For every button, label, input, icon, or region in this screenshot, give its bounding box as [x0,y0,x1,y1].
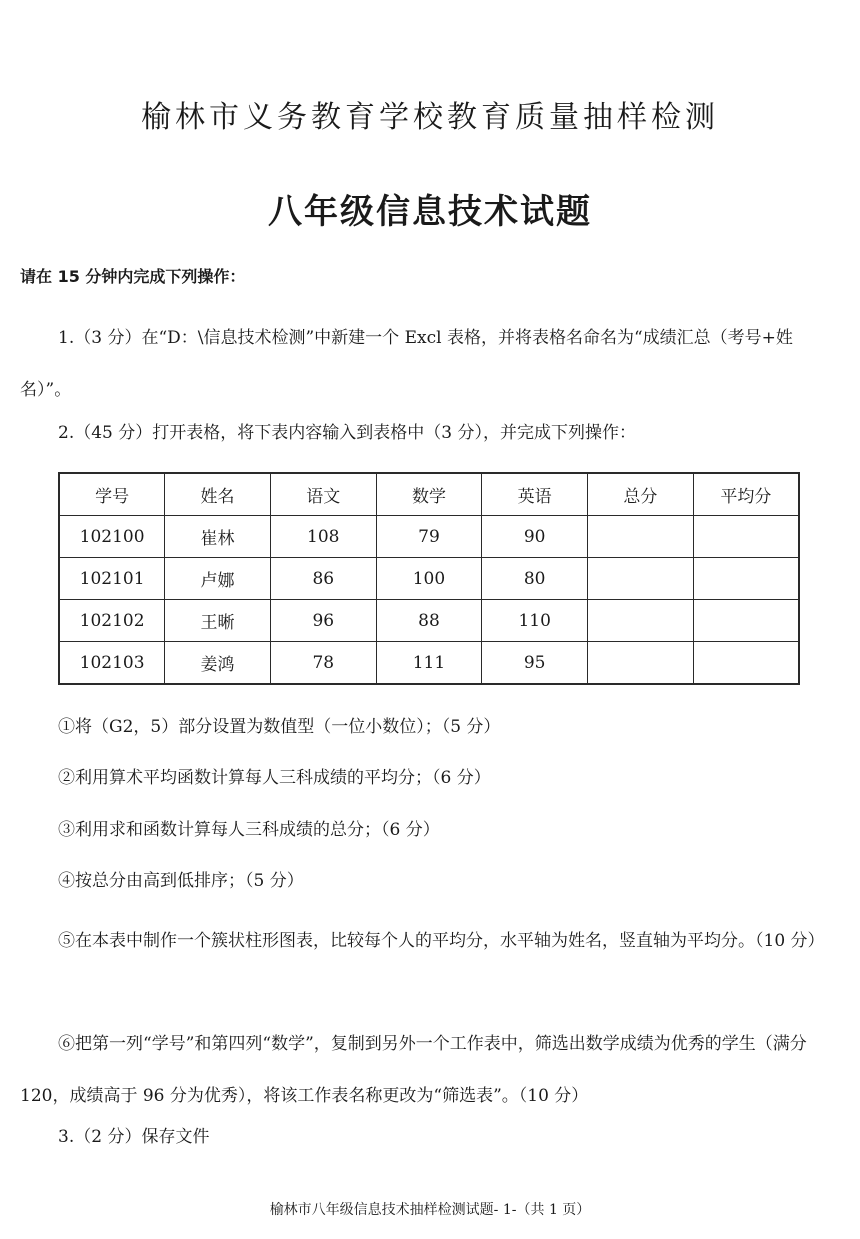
table-header-cell: 姓名 [165,473,271,516]
table-cell [588,558,694,600]
table-cell: 96 [270,600,376,642]
table-cell: 姜鸿 [165,642,271,685]
table-cell: 102103 [59,642,165,685]
table-cell: 卢娜 [165,558,271,600]
table-row [59,642,799,685]
table-cell [693,516,799,558]
score-table [58,472,800,685]
table-cell: 王晰 [165,600,271,642]
table-cell: 79 [376,516,482,558]
table-cell: 崔林 [165,516,271,558]
step-6: ⑥把第一列“学号”和第四列“数学”，复制到另外一个工作表中，筛选出数学成绩为优秀的学生（满分 120，成绩高于 96 分为优秀），将该工作表名称更改为“筛选表”。（10 分） [20,1034,807,1106]
step-4: ④按总分由高到低排序；（5 分） [58,871,304,891]
table-cell: 100 [376,558,482,600]
table-header-cell: 学号 [59,473,165,516]
table-cell: 90 [482,516,588,558]
header-title: 榆林市义务教育学校教育质量抽样检测 [141,100,719,135]
step-2: ②利用算术平均函数计算每人三科成绩的平均分；（6 分） [58,768,491,788]
table-header-cell: 语文 [270,473,376,516]
table-cell: 108 [270,516,376,558]
table-cell: 95 [482,642,588,685]
question-3: 3.（2 分）保存文件 [58,1127,210,1147]
question-1: 1.（3 分）在“D：\信息技术检测”中新建一个 Excl 表格，并将表格名命名为“成绩汇总（考号+姓名）”。 [20,328,793,400]
table-row [59,600,799,642]
exam-title: 八年级信息技术试题 [268,192,592,232]
table-cell: 86 [270,558,376,600]
table-cell: 80 [482,558,588,600]
table-cell: 110 [482,600,588,642]
table-cell [588,600,694,642]
table-cell [693,558,799,600]
table-cell: 102100 [59,516,165,558]
table-cell: 111 [376,642,482,685]
table-header-row [59,473,799,516]
page-footer: 榆林市八年级信息技术抽样检测试题- 1-（共 1 页） [269,1202,591,1218]
table-cell [588,516,694,558]
table-cell [693,642,799,685]
table-cell: 78 [270,642,376,685]
instruction-text: 请在 15 分钟内完成下列操作： [20,267,246,286]
table-cell: 88 [376,600,482,642]
table-cell: 102102 [59,600,165,642]
table-cell [693,600,799,642]
step-3: ③利用求和函数计算每人三科成绩的总分；（6 分） [58,820,440,840]
table-header-cell: 英语 [482,473,588,516]
question-2: 2.（45 分）打开表格，将下表内容输入到表格中（3 分），并完成下列操作： [58,423,636,443]
table-header-cell: 平均分 [693,473,799,516]
table-cell: 102101 [59,558,165,600]
table-row [59,516,799,558]
table-row [59,558,799,600]
table-header-cell: 数学 [376,473,482,516]
table-header-cell: 总分 [588,473,694,516]
step-5: ⑤在本表中制作一个簇状柱形图表，比较每个人的平均分，水平轴为姓名，竖直轴为平均分。（10 分） [58,931,825,951]
table-cell [588,642,694,685]
step-1: ①将（G2，5）部分设置为数值型（一位小数位）；（5 分） [58,717,501,737]
